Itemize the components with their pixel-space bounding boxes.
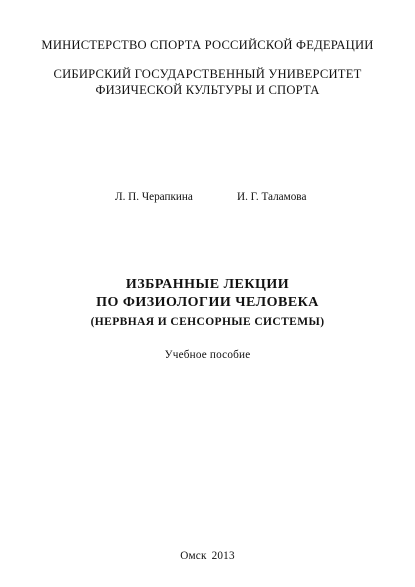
university-name-line-1: СИБИРСКИЙ ГОСУДАРСТВЕННЫЙ УНИВЕРСИТЕТ: [53, 67, 362, 81]
university-name-line-2: ФИЗИЧЕСКОЙ КУЛЬТУРЫ И СПОРТА: [95, 83, 320, 97]
city-year: Омск 2013: [180, 550, 235, 562]
book-title-line-2: ПО ФИЗИОЛОГИИ ЧЕЛОВЕКА: [96, 295, 319, 310]
author-1: Л. П. Черапкина: [115, 191, 193, 203]
author-2: И. Г. Таламова: [237, 191, 307, 203]
book-title-line-1: ИЗБРАННЫЕ ЛЕКЦИИ: [125, 277, 290, 292]
book-subtitle: (НЕРВНАЯ И СЕНСОРНЫЕ СИСТЕМЫ): [90, 316, 325, 328]
ministry-name: МИНИСТЕРСТВО СПОРТА РОССИЙСКОЙ ФЕДЕРАЦИИ: [41, 38, 374, 52]
edition-type: Учебное пособие: [164, 349, 251, 361]
